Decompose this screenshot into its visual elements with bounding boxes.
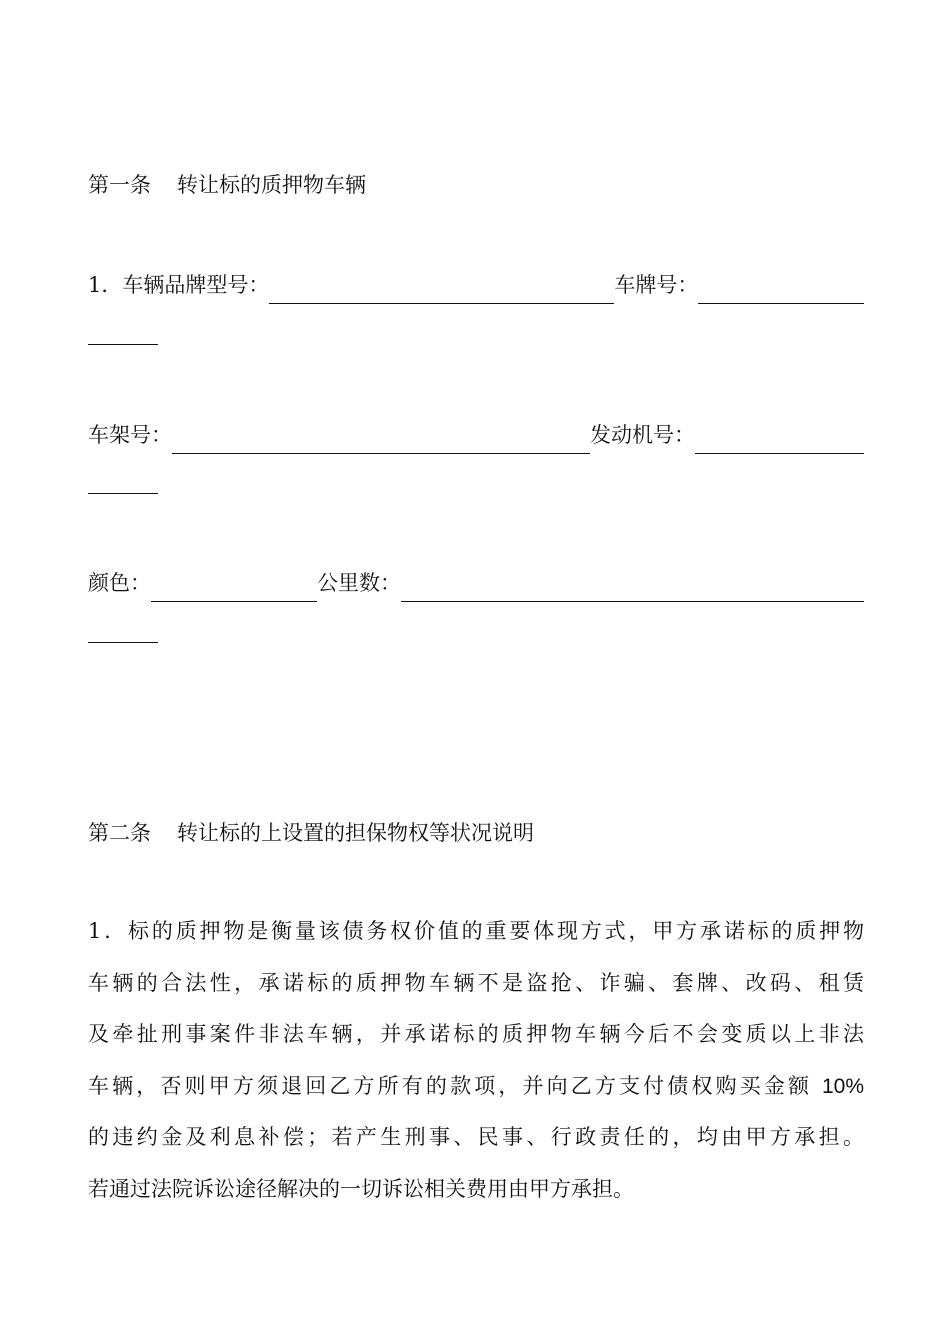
mileage-blank[interactable]: [401, 579, 864, 602]
article1-number: 第一条: [88, 173, 151, 197]
mileage-blank-continued: [88, 620, 864, 643]
item-number: 1．: [88, 919, 129, 943]
color-blank[interactable]: [151, 579, 317, 602]
article2-title: [88, 818, 864, 848]
engine-label: 发动机号：: [590, 423, 695, 447]
engine-blank-continued: [88, 471, 864, 494]
plate-blank-tail[interactable]: [88, 322, 158, 345]
article2-paragraph: [88, 906, 864, 1215]
paragraph-text: 车辆，否则甲方须退回乙方所有的款项，并向乙方支付债权购买金额: [88, 1073, 813, 1098]
color-label: 颜色：: [88, 571, 151, 595]
frame-engine-row: [88, 420, 864, 450]
plate-blank-continued: [88, 322, 864, 345]
brand-blank[interactable]: [269, 281, 614, 304]
paragraph-line: [88, 906, 864, 958]
plate-blank[interactable]: [698, 281, 864, 304]
engine-blank[interactable]: [695, 431, 864, 454]
paragraph-text: 标的质押物是衡量该债务权价值的重要体现方式，甲方承诺标的质押物: [128, 919, 864, 943]
article1-title-text: 转让标的质押物车辆: [177, 173, 366, 197]
mileage-label: 公里数：: [317, 571, 401, 595]
frame-blank[interactable]: [172, 431, 590, 454]
paragraph-line: 的违约金及利息补偿；若产生刑事、民事、行政责任的，均由甲方承担。: [88, 1125, 864, 1149]
paragraph-line: 及牵扯刑事案件非法车辆，并承诺标的质押物车辆今后不会变质以上非法: [88, 1022, 864, 1046]
article2-number: 第二条: [88, 821, 151, 845]
color-mileage-row: [88, 568, 864, 598]
item-number: 1．: [88, 273, 123, 297]
engine-blank-tail[interactable]: [88, 471, 158, 494]
frame-label: 车架号：: [88, 423, 172, 447]
brand-label: 车辆品牌型号：: [122, 273, 270, 297]
paragraph-line: 车辆的合法性，承诺标的质押物车辆不是盗抢、诈骗、套牌、改码、租赁: [88, 970, 864, 995]
paragraph-line: [88, 1061, 864, 1113]
article1-title: [88, 170, 864, 200]
brand-plate-row: [88, 270, 864, 300]
percentage-value: 10%: [821, 1074, 864, 1098]
mileage-blank-tail[interactable]: [88, 620, 158, 643]
article2-title-text: 转让标的上设置的担保物权等状况说明: [177, 821, 534, 845]
paragraph-line: 若通过法院诉讼途径解决的一切诉讼相关费用由甲方承担。: [88, 1176, 634, 1201]
plate-label: 车牌号：: [614, 273, 699, 297]
